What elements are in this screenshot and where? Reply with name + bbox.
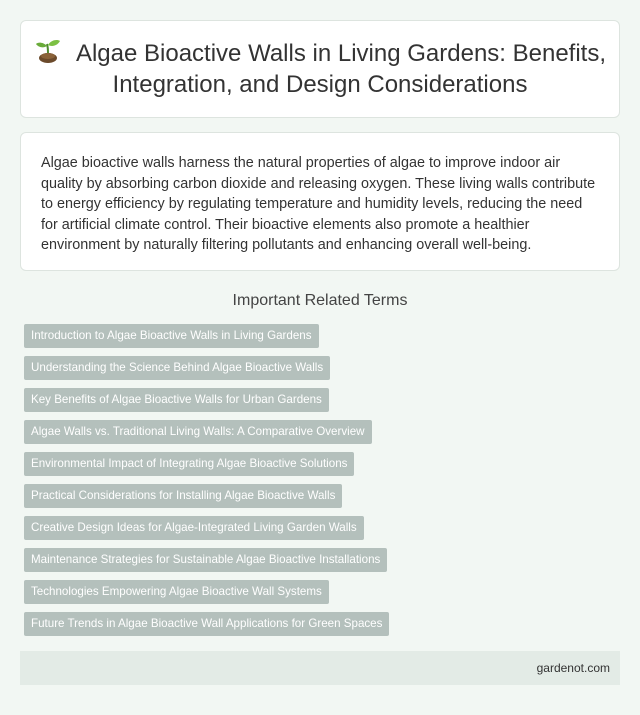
title-wrap bbox=[21, 38, 619, 100]
page-title bbox=[21, 38, 619, 100]
summary-card bbox=[20, 132, 620, 271]
related-terms-heading: Important Related Terms bbox=[232, 292, 408, 309]
related-term-tag[interactable]: Understanding the Science Behind Algae Bioactive Walls bbox=[24, 356, 330, 380]
summary-text: Algae bioactive walls harness the natural properties of algae to improve indoor air quality by absorbing carbon dioxide and releasing oxygen. These living walls contribute to energy efficiency by regulating temperature and humidity levels, reducing the need for artificial climate control. Their bioactive elements also promote a healthier environment by naturally filtering pollutants and enhancing overall well-being. bbox=[41, 155, 596, 253]
title-card bbox=[20, 20, 620, 118]
related-term-tag[interactable]: Maintenance Strategies for Sustainable Algae Bioactive Installations bbox=[24, 548, 387, 572]
related-term-tag[interactable]: Key Benefits of Algae Bioactive Walls for Urban Gardens bbox=[24, 388, 329, 412]
related-term-tag[interactable]: Environmental Impact of Integrating Algae Bioactive Solutions bbox=[24, 452, 354, 476]
related-terms-list bbox=[24, 324, 614, 636]
sprout-icon bbox=[34, 38, 62, 64]
footer-site-link[interactable]: gardenot.com bbox=[536, 661, 610, 675]
related-term-tag[interactable]: Technologies Empowering Algae Bioactive Wall Systems bbox=[24, 580, 329, 604]
related-term-tag[interactable]: Future Trends in Algae Bioactive Wall Applications for Green Spaces bbox=[24, 612, 389, 636]
related-term-tag[interactable]: Algae Walls vs. Traditional Living Walls: A Comparative Overview bbox=[24, 420, 372, 444]
page-title-text: Algae Bioactive Walls in Living Gardens: Benefits, Integration, and Design Considerations bbox=[75, 40, 607, 98]
footer bbox=[20, 651, 620, 685]
related-term-tag[interactable]: Practical Considerations for Installing Algae Bioactive Walls bbox=[24, 484, 342, 508]
related-term-tag[interactable]: Introduction to Algae Bioactive Walls in Living Gardens bbox=[24, 324, 319, 348]
related-term-tag[interactable]: Creative Design Ideas for Algae-Integrated Living Garden Walls bbox=[24, 516, 364, 540]
